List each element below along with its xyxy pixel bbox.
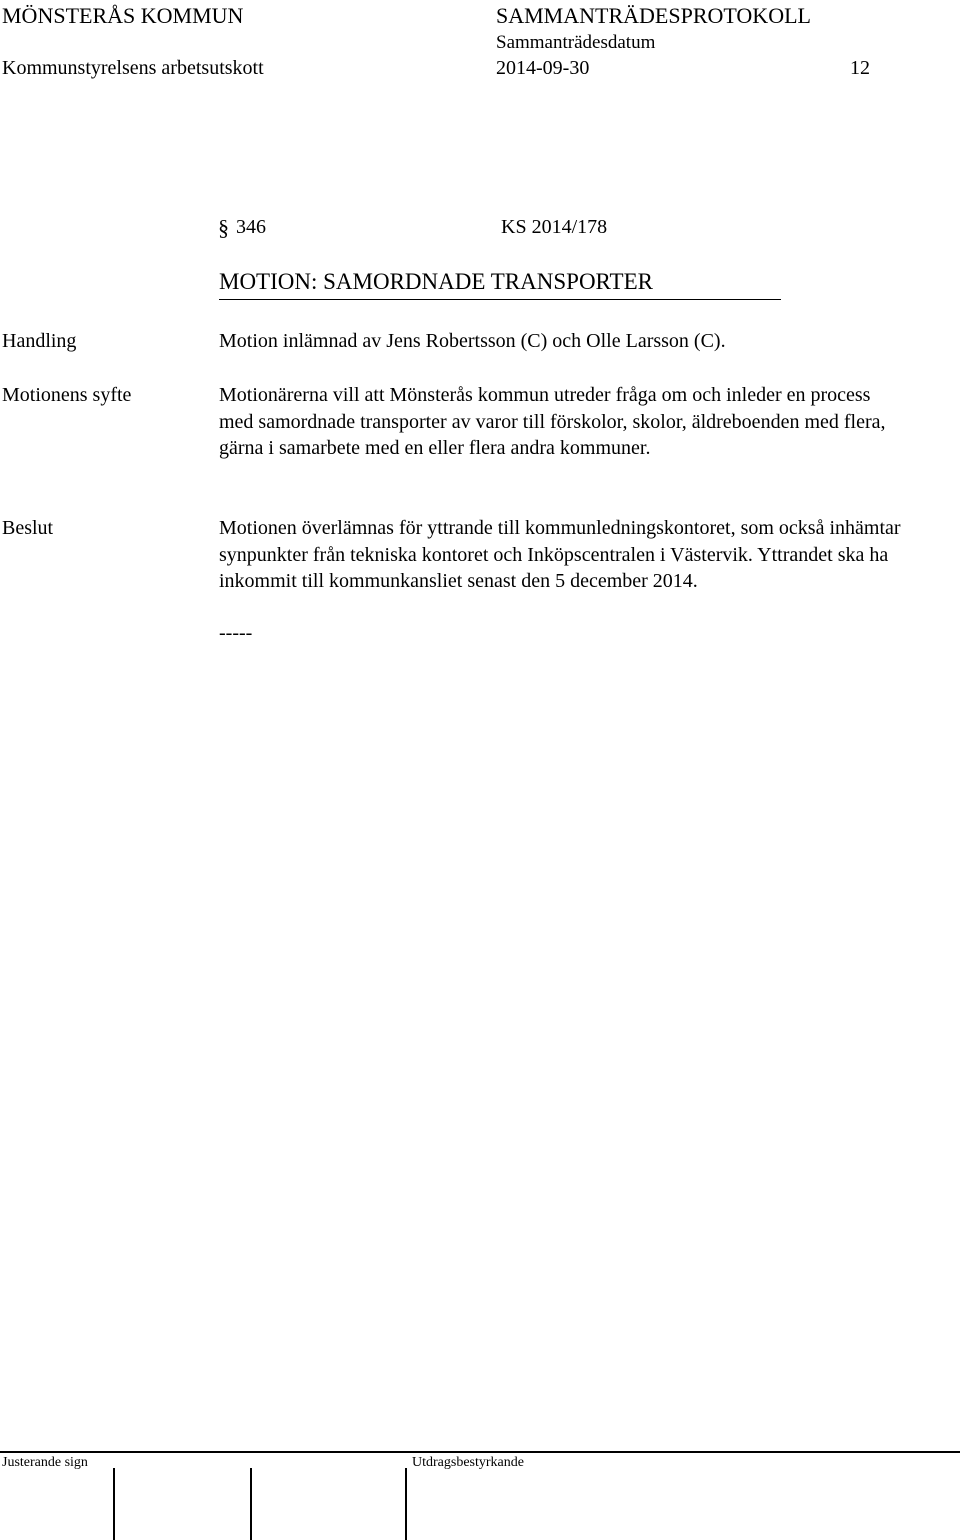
syfte-label: Motionens syfte [2,384,132,406]
footer-rule [0,1451,960,1453]
meeting-date-label: Sammanträdesdatum [496,32,656,53]
signature-box-divider [113,1468,115,1540]
end-marker: ----- [219,622,253,644]
beslut-text: Motionen överlämnas för yttrande till kommunledningskontoret, som också inhämtar synpunkter från tekniska kontoret och Inköpscentralen i Västervik. Yttrandet ska ha inkommit till kommunkansliet senast den 5 december 2014. [219,517,901,592]
page-title: MOTION: SAMORDNADE TRANSPORTER [219,269,653,294]
justerande-sign-label: Justerande sign [2,1455,88,1470]
title-underline [219,299,781,300]
municipality-name: MÖNSTERÅS KOMMUN [2,3,244,28]
syfte-text: Motionärerna vill att Mönsterås kommun utreder fråga om och inleder en process med samordnade transporter av varor till förskolor, skolor, äldreboenden med flera, gärna i samarbete med en eller flera andra kommuner. [219,384,886,459]
utdragsbestyrkande-label: Utdragsbestyrkande [412,1455,524,1470]
meeting-date: 2014-09-30 [496,57,590,79]
signature-box-divider [405,1468,407,1540]
board-name: Kommunstyrelsens arbetsutskott [2,57,264,79]
paragraph-number: 346 [236,216,266,238]
beslut-label: Beslut [2,517,54,539]
handling-label: Handling [2,330,77,352]
handling-text: Motion inlämnad av Jens Robertsson (C) och Olle Larsson (C). [219,330,726,352]
signature-box-divider [250,1468,252,1540]
case-number: KS 2014/178 [501,216,608,238]
protocol-type: SAMMANTRÄDESPROTOKOLL [496,3,811,28]
page-number: 12 [850,57,870,79]
paragraph-sign: § [218,215,229,240]
